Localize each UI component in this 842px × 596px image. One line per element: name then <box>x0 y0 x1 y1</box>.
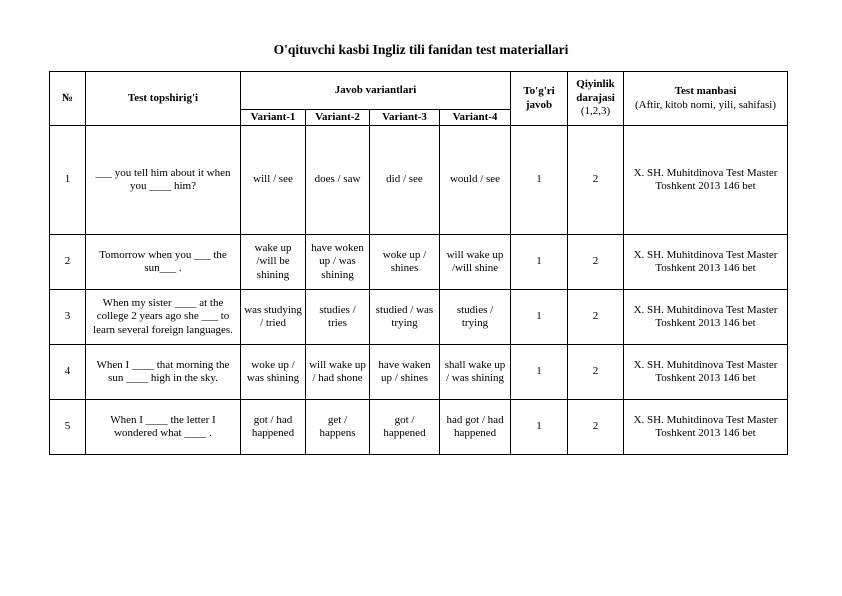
table-row <box>50 400 788 455</box>
header-correct: To'g'ri javob <box>511 72 568 126</box>
row-source: X. SH. Muhitdinova Test Master Toshkent 2013 146 bet <box>624 290 788 345</box>
row-correct: 1 <box>511 235 568 290</box>
header-difficulty-note: (1,2,3) <box>580 105 611 118</box>
row-correct: 1 <box>511 126 568 235</box>
header-source-label: Test manbasi <box>674 85 737 97</box>
row-number: 3 <box>50 290 86 345</box>
row-variant-1: got / had happened <box>241 400 306 455</box>
row-difficulty: 2 <box>568 345 624 400</box>
row-variant-3: got / happened <box>370 400 440 455</box>
header-number: № <box>50 72 86 126</box>
header-source <box>624 72 788 126</box>
page-title: O'qituvchi kasbi Ingliz tili fanidan test materiallari <box>273 42 569 57</box>
header-row <box>50 72 788 110</box>
row-number: 2 <box>50 235 86 290</box>
row-difficulty: 2 <box>568 400 624 455</box>
row-task: When my sister ____ at the college 2 years ago she ___ to learn several foreign languages. <box>86 290 241 345</box>
row-task: When I ____ the letter I wondered what ____ . <box>86 400 241 455</box>
row-variant-1: woke up / was shining <box>241 345 306 400</box>
row-variant-2: get / happens <box>306 400 370 455</box>
table-row <box>50 235 788 290</box>
header-difficulty-label: Qiyinlik darajasi <box>576 78 615 104</box>
row-correct: 1 <box>511 400 568 455</box>
row-source: X. SH. Muhitdinova Test Master Toshkent 2013 146 bet <box>624 235 788 290</box>
row-variant-4: had got / had happened <box>440 400 511 455</box>
header-variant-3: Variant-3 <box>370 110 440 126</box>
row-variant-4: would / see <box>440 126 511 235</box>
header-variant-2: Variant-2 <box>306 110 370 126</box>
header-variant-1: Variant-1 <box>241 110 306 126</box>
row-variant-3: have waken up / shines <box>370 345 440 400</box>
row-difficulty: 2 <box>568 235 624 290</box>
row-variant-1: was studying / tried <box>241 290 306 345</box>
row-variant-3: studied / was trying <box>370 290 440 345</box>
table-row <box>50 290 788 345</box>
table-row <box>50 345 788 400</box>
row-difficulty: 2 <box>568 290 624 345</box>
row-variant-4: will wake up /will shine <box>440 235 511 290</box>
row-task: When I ____ that morning the sun ____ high in the sky. <box>86 345 241 400</box>
row-variant-2: have woken up / was shining <box>306 235 370 290</box>
row-task: Tomorrow when you ___ the sun___ . <box>86 235 241 290</box>
header-task: Test topshirig'i <box>86 72 241 126</box>
row-source: X. SH. Muhitdinova Test Master Toshkent 2013 146 bet <box>624 400 788 455</box>
row-correct: 1 <box>511 290 568 345</box>
test-materials-table <box>49 71 788 455</box>
row-variant-2: studies / tries <box>306 290 370 345</box>
row-number: 5 <box>50 400 86 455</box>
header-answers: Javob variantlari <box>241 72 511 110</box>
table-row <box>50 126 788 235</box>
row-variant-1: will / see <box>241 126 306 235</box>
row-variant-4: shall wake up / was shining <box>440 345 511 400</box>
header-variant-4: Variant-4 <box>440 110 511 126</box>
header-source-note: (Aftir, kitob nomi, yili, sahifasi) <box>635 98 777 111</box>
row-variant-1: wake up /will be shining <box>241 235 306 290</box>
row-variant-2: does / saw <box>306 126 370 235</box>
row-source: X. SH. Muhitdinova Test Master Toshkent 2013 146 bet <box>624 345 788 400</box>
row-variant-3: did / see <box>370 126 440 235</box>
header-difficulty <box>568 72 624 126</box>
row-variant-3: woke up / shines <box>370 235 440 290</box>
row-source: X. SH. Muhitdinova Test Master Toshkent 2013 146 bet <box>624 126 788 235</box>
row-difficulty: 2 <box>568 126 624 235</box>
row-number: 1 <box>50 126 86 235</box>
row-variant-4: studies / trying <box>440 290 511 345</box>
row-number: 4 <box>50 345 86 400</box>
row-variant-2: will wake up / had shone <box>306 345 370 400</box>
row-correct: 1 <box>511 345 568 400</box>
row-task: ___ you tell him about it when you ____ him? <box>86 126 241 235</box>
